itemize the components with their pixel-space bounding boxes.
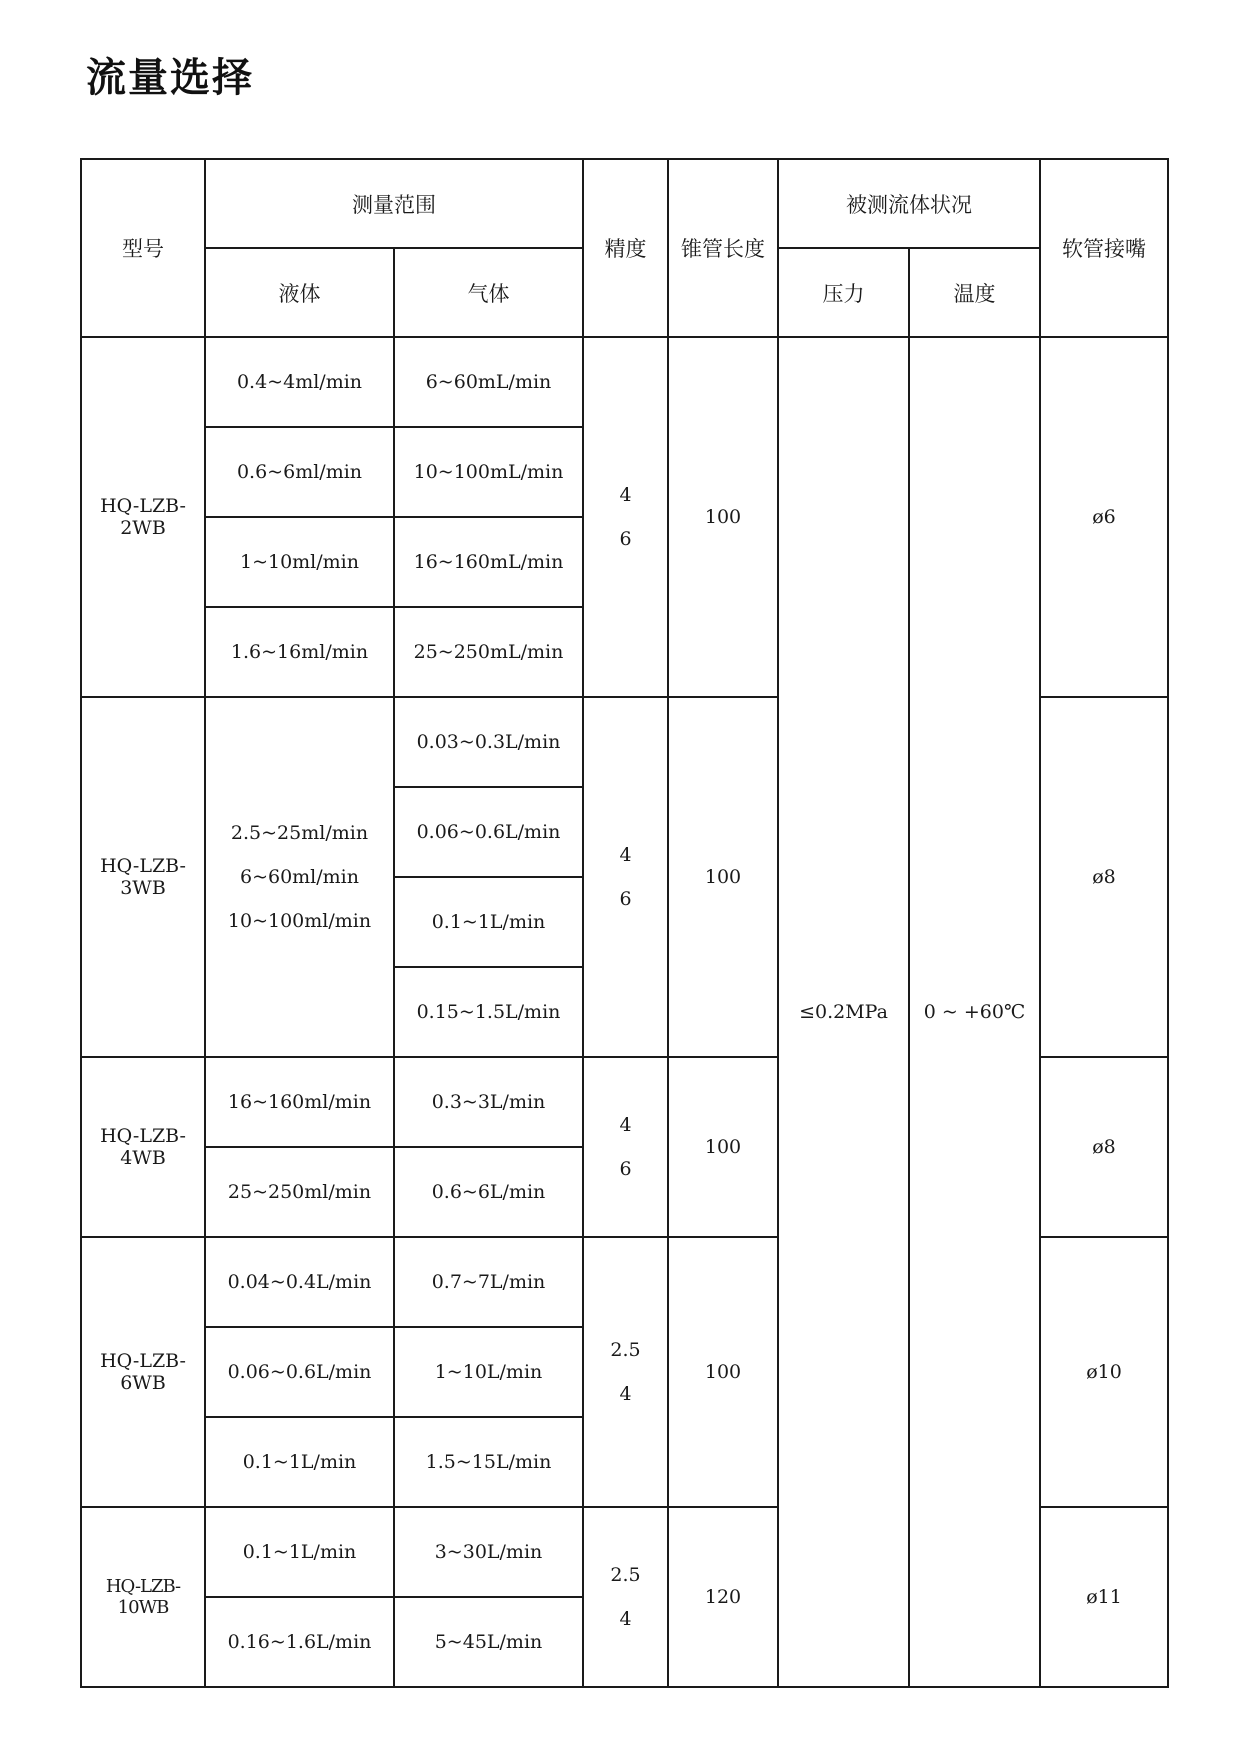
header-liquid: 液体 <box>205 248 394 337</box>
liquid-range-line: 6~60ml/min <box>239 866 359 888</box>
nozzle-cell: ø8 <box>1040 1057 1168 1237</box>
liquid-range-cell <box>205 697 394 1057</box>
accuracy-cell <box>583 1057 668 1237</box>
accuracy-value: 4 <box>619 844 632 866</box>
gas-range-cell: 25~250mL/min <box>394 607 583 697</box>
header-row-1 <box>81 159 1168 248</box>
nozzle-cell: ø6 <box>1040 337 1168 697</box>
tube-length-cell: 120 <box>668 1507 778 1687</box>
accuracy-value: 6 <box>619 888 632 910</box>
accuracy-value: 4 <box>619 1608 632 1630</box>
model-cell: HQ-LZB-6WB <box>81 1237 205 1507</box>
tube-length-cell: 100 <box>668 337 778 697</box>
accuracy-value: 2.5 <box>610 1339 641 1361</box>
model-cell: HQ-LZB-10WB <box>81 1507 205 1687</box>
gas-range-cell: 1~10L/min <box>394 1327 583 1417</box>
tube-length-cell: 100 <box>668 697 778 1057</box>
table-row <box>81 337 1168 427</box>
flow-selection-table <box>80 158 1169 1688</box>
model-cell: HQ-LZB-2WB <box>81 337 205 697</box>
header-gas: 气体 <box>394 248 583 337</box>
accuracy-cell <box>583 697 668 1057</box>
accuracy-cell <box>583 1507 668 1687</box>
liquid-range-cell: 25~250ml/min <box>205 1147 394 1237</box>
gas-range-cell: 0.15~1.5L/min <box>394 967 583 1057</box>
temperature-cell: 0 ~ +60℃ <box>909 337 1040 1687</box>
accuracy-value: 4 <box>619 1383 632 1405</box>
header-temperature: 温度 <box>909 248 1040 337</box>
liquid-range-cell: 0.6~6ml/min <box>205 427 394 517</box>
liquid-range-cell: 0.1~1L/min <box>205 1507 394 1597</box>
liquid-range-cell: 0.4~4ml/min <box>205 337 394 427</box>
pressure-cell: ≤0.2MPa <box>778 337 909 1687</box>
header-model: 型号 <box>81 159 205 337</box>
liquid-range-cell: 0.1~1L/min <box>205 1417 394 1507</box>
header-fluid-conditions: 被测流体状况 <box>778 159 1040 248</box>
header-hose-nozzle: 软管接嘴 <box>1040 159 1168 337</box>
accuracy-value: 4 <box>619 484 632 506</box>
model-cell: HQ-LZB-4WB <box>81 1057 205 1237</box>
gas-range-cell: 5~45L/min <box>394 1597 583 1687</box>
gas-range-cell: 0.7~7L/min <box>394 1237 583 1327</box>
tube-length-cell: 100 <box>668 1057 778 1237</box>
gas-range-cell: 0.06~0.6L/min <box>394 787 583 877</box>
liquid-range-cell: 0.16~1.6L/min <box>205 1597 394 1687</box>
liquid-range-cell: 16~160ml/min <box>205 1057 394 1147</box>
accuracy-value: 6 <box>619 528 632 550</box>
nozzle-cell: ø10 <box>1040 1237 1168 1507</box>
liquid-range-line: 10~100ml/min <box>227 910 372 932</box>
liquid-range-line: 2.5~25ml/min <box>230 822 369 844</box>
gas-range-cell: 3~30L/min <box>394 1507 583 1597</box>
accuracy-cell <box>583 1237 668 1507</box>
gas-range-cell: 0.03~0.3L/min <box>394 697 583 787</box>
liquid-range-cell: 0.04~0.4L/min <box>205 1237 394 1327</box>
gas-range-cell: 1.5~15L/min <box>394 1417 583 1507</box>
accuracy-value: 6 <box>619 1158 632 1180</box>
header-pressure: 压力 <box>778 248 909 337</box>
model-cell: HQ-LZB-3WB <box>81 697 205 1057</box>
gas-range-cell: 6~60mL/min <box>394 337 583 427</box>
nozzle-cell: ø11 <box>1040 1507 1168 1687</box>
accuracy-value: 4 <box>619 1114 632 1136</box>
liquid-range-cell: 0.06~0.6L/min <box>205 1327 394 1417</box>
gas-range-cell: 0.1~1L/min <box>394 877 583 967</box>
gas-range-cell: 10~100mL/min <box>394 427 583 517</box>
header-accuracy: 精度 <box>583 159 668 337</box>
gas-range-cell: 16~160mL/min <box>394 517 583 607</box>
header-range: 测量范围 <box>205 159 583 248</box>
gas-range-cell: 0.3~3L/min <box>394 1057 583 1147</box>
page-title: 流量选择 <box>86 55 254 101</box>
nozzle-cell: ø8 <box>1040 697 1168 1057</box>
accuracy-value: 2.5 <box>610 1564 641 1586</box>
liquid-range-cell: 1~10ml/min <box>205 517 394 607</box>
gas-range-cell: 0.6~6L/min <box>394 1147 583 1237</box>
accuracy-cell <box>583 337 668 697</box>
tube-length-cell: 100 <box>668 1237 778 1507</box>
header-tube-length: 锥管长度 <box>668 159 778 337</box>
liquid-range-cell: 1.6~16ml/min <box>205 607 394 697</box>
